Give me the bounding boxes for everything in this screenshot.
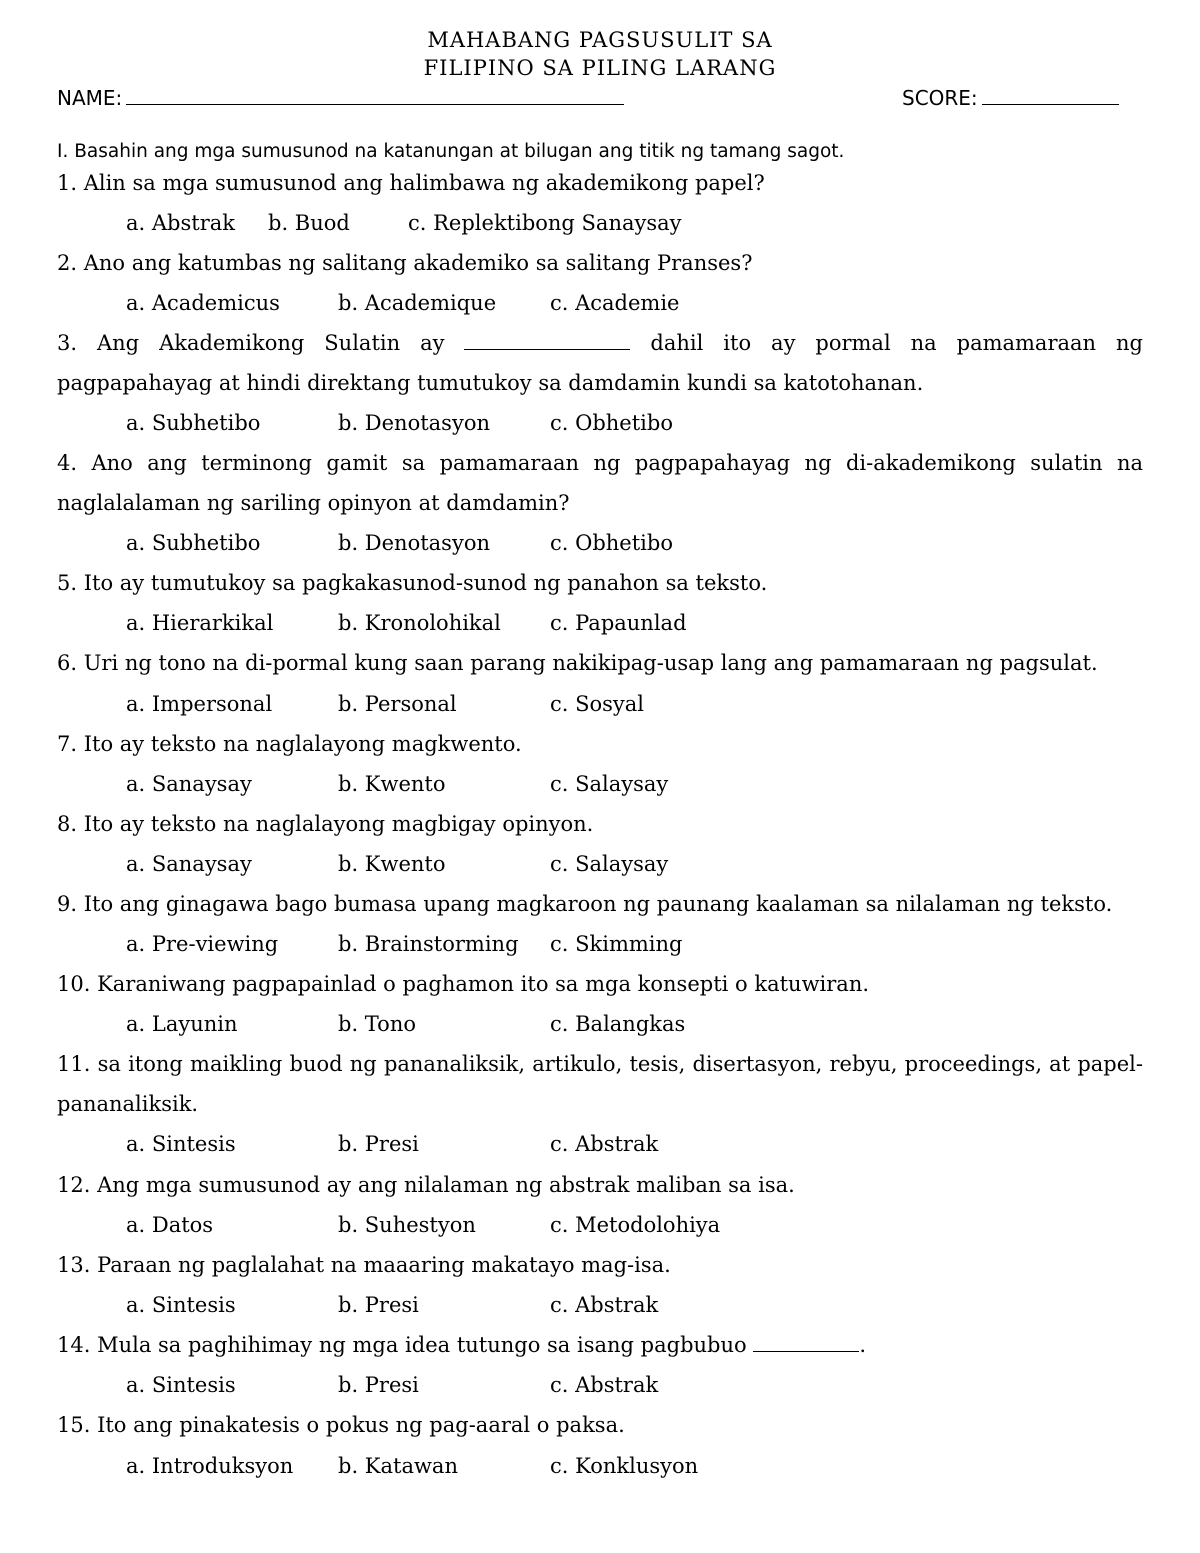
question-4: 4. Ano ang terminong gamit sa pamamaraan ng pagpapahayag ng di-akademikong sulatin na naglalalaman ng sariling opinyon at damdamin? [57,451,1143,515]
q3-option-b[interactable]: b. Denotasyon [338,411,490,435]
score-label: SCORE: [902,86,978,110]
q12-option-a[interactable]: a. Datos [126,1213,214,1237]
question-5: 5. Ito ay tumutukoy sa pagkakasunod-sunod ng panahon sa teksto. [57,571,768,595]
q15-option-a[interactable]: a. Introduksyon [126,1454,294,1478]
score-blank[interactable] [982,84,1119,105]
q13-option-c[interactable]: c. Abstrak [550,1293,659,1317]
q15-option-c[interactable]: c. Konklusyon [550,1454,699,1478]
title-line-2: FILIPINO SA PILING LARANG [423,56,777,80]
q14-option-c[interactable]: c. Abstrak [550,1373,659,1397]
q14-option-a[interactable]: a. Sintesis [126,1373,236,1397]
q14-blank [753,1329,859,1352]
q14-option-b[interactable]: b. Presi [338,1373,419,1397]
q1-option-a[interactable]: a. Abstrak [126,211,235,235]
q12-option-b[interactable]: b. Suhestyon [338,1213,476,1237]
q4-option-c[interactable]: c. Obhetibo [550,531,673,555]
q2-option-c[interactable]: c. Academie [550,291,680,315]
q7-option-b[interactable]: b. Kwento [338,772,446,796]
q8-option-a[interactable]: a. Sanaysay [126,852,252,876]
q5-option-b[interactable]: b. Kronolohikal [338,611,501,635]
q3-option-a[interactable]: a. Subhetibo [126,411,261,435]
q1-option-b[interactable]: b. Buod [268,211,350,235]
q6-option-b[interactable]: b. Personal [338,692,457,716]
q10-option-c[interactable]: c. Balangkas [550,1012,686,1036]
question-1: 1. Alin sa mga sumusunod ang halimbawa ng akademikong papel? [57,171,765,195]
q3-option-c[interactable]: c. Obhetibo [550,411,673,435]
q1-option-c[interactable]: c. Replektibong Sanaysay [408,211,682,235]
q7-option-a[interactable]: a. Sanaysay [126,772,252,796]
question-8: 8. Ito ay teksto na naglalayong magbigay opinyon. [57,812,594,836]
q11-option-c[interactable]: c. Abstrak [550,1132,659,1156]
question-12: 12. Ang mga sumusunod ay ang nilalaman ng abstrak maliban sa isa. [57,1173,795,1197]
question-2: 2. Ano ang katumbas ng salitang akademiko sa salitang Pranses? [57,251,753,275]
q7-option-c[interactable]: c. Salaysay [550,772,669,796]
q15-option-b[interactable]: b. Katawan [338,1454,458,1478]
question-15: 15. Ito ang pinakatesis o pokus ng pag-aaral o paksa. [57,1413,625,1437]
q4-option-a[interactable]: a. Subhetibo [126,531,261,555]
q10-option-b[interactable]: b. Tono [338,1012,416,1036]
question-13: 13. Paraan ng paglalahat na maaaring makatayo mag-isa. [57,1253,671,1277]
name-field [57,84,624,110]
instructions: I. Basahin ang mga sumusunod na katanungan at bilugan ang titik ng tamang sagot. [57,141,845,162]
q3-blank [464,327,630,350]
q12-option-c[interactable]: c. Metodolohiya [550,1213,721,1237]
q6-option-a[interactable]: a. Impersonal [126,692,273,716]
q10-option-a[interactable]: a. Layunin [126,1012,238,1036]
question-10: 10. Karaniwang pagpapainlad o paghamon ito sa mga konsepti o katuwiran. [57,972,870,996]
score-field [902,84,1119,110]
q6-option-c[interactable]: c. Sosyal [550,692,645,716]
name-label: NAME: [57,86,123,110]
q13-option-a[interactable]: a. Sintesis [126,1293,236,1317]
q13-option-b[interactable]: b. Presi [338,1293,419,1317]
q5-option-a[interactable]: a. Hierarkikal [126,611,274,635]
q11-option-a[interactable]: a. Sintesis [126,1132,236,1156]
q9-option-b[interactable]: b. Brainstorming [338,932,519,956]
question-11: 11. sa itong maikling buod ng pananaliksik, artikulo, tesis, disertasyon, rebyu, proceedings, at papel-pananaliksik. [57,1052,1143,1116]
question-7: 7. Ito ay teksto na naglalayong magkwento. [57,732,522,756]
q8-option-b[interactable]: b. Kwento [338,852,446,876]
q5-option-c[interactable]: c. Papaunlad [550,611,687,635]
q9-option-a[interactable]: a. Pre-viewing [126,932,279,956]
q11-option-b[interactable]: b. Presi [338,1132,419,1156]
q4-option-b[interactable]: b. Denotasyon [338,531,490,555]
q9-option-c[interactable]: c. Skimming [550,932,683,956]
question-9: 9. Ito ang ginagawa bago bumasa upang magkaroon ng paunang kaalaman sa nilalaman ng teksto. [57,892,1113,916]
name-blank[interactable] [126,84,624,105]
question-6: 6. Uri ng tono na di-pormal kung saan parang nakikipag-usap lang ang pamamaraan ng pagsulat. [57,651,1098,675]
q2-option-b[interactable]: b. Academique [338,291,497,315]
title-line-1: MAHABANG PAGSUSULIT SA [427,28,773,52]
q2-option-a[interactable]: a. Academicus [126,291,280,315]
question-3: 3. Ang Akademikong Sulatin ay dahil ito ay pormal na pamamaraan ng pagpapahayag at hindi direktang tumutukoy sa damdamin kundi sa katotohanan. [57,323,1143,403]
q8-option-c[interactable]: c. Salaysay [550,852,669,876]
question-14: 14. Mula sa paghihimay ng mga idea tutungo sa isang pagbubuo . [57,1325,1143,1365]
